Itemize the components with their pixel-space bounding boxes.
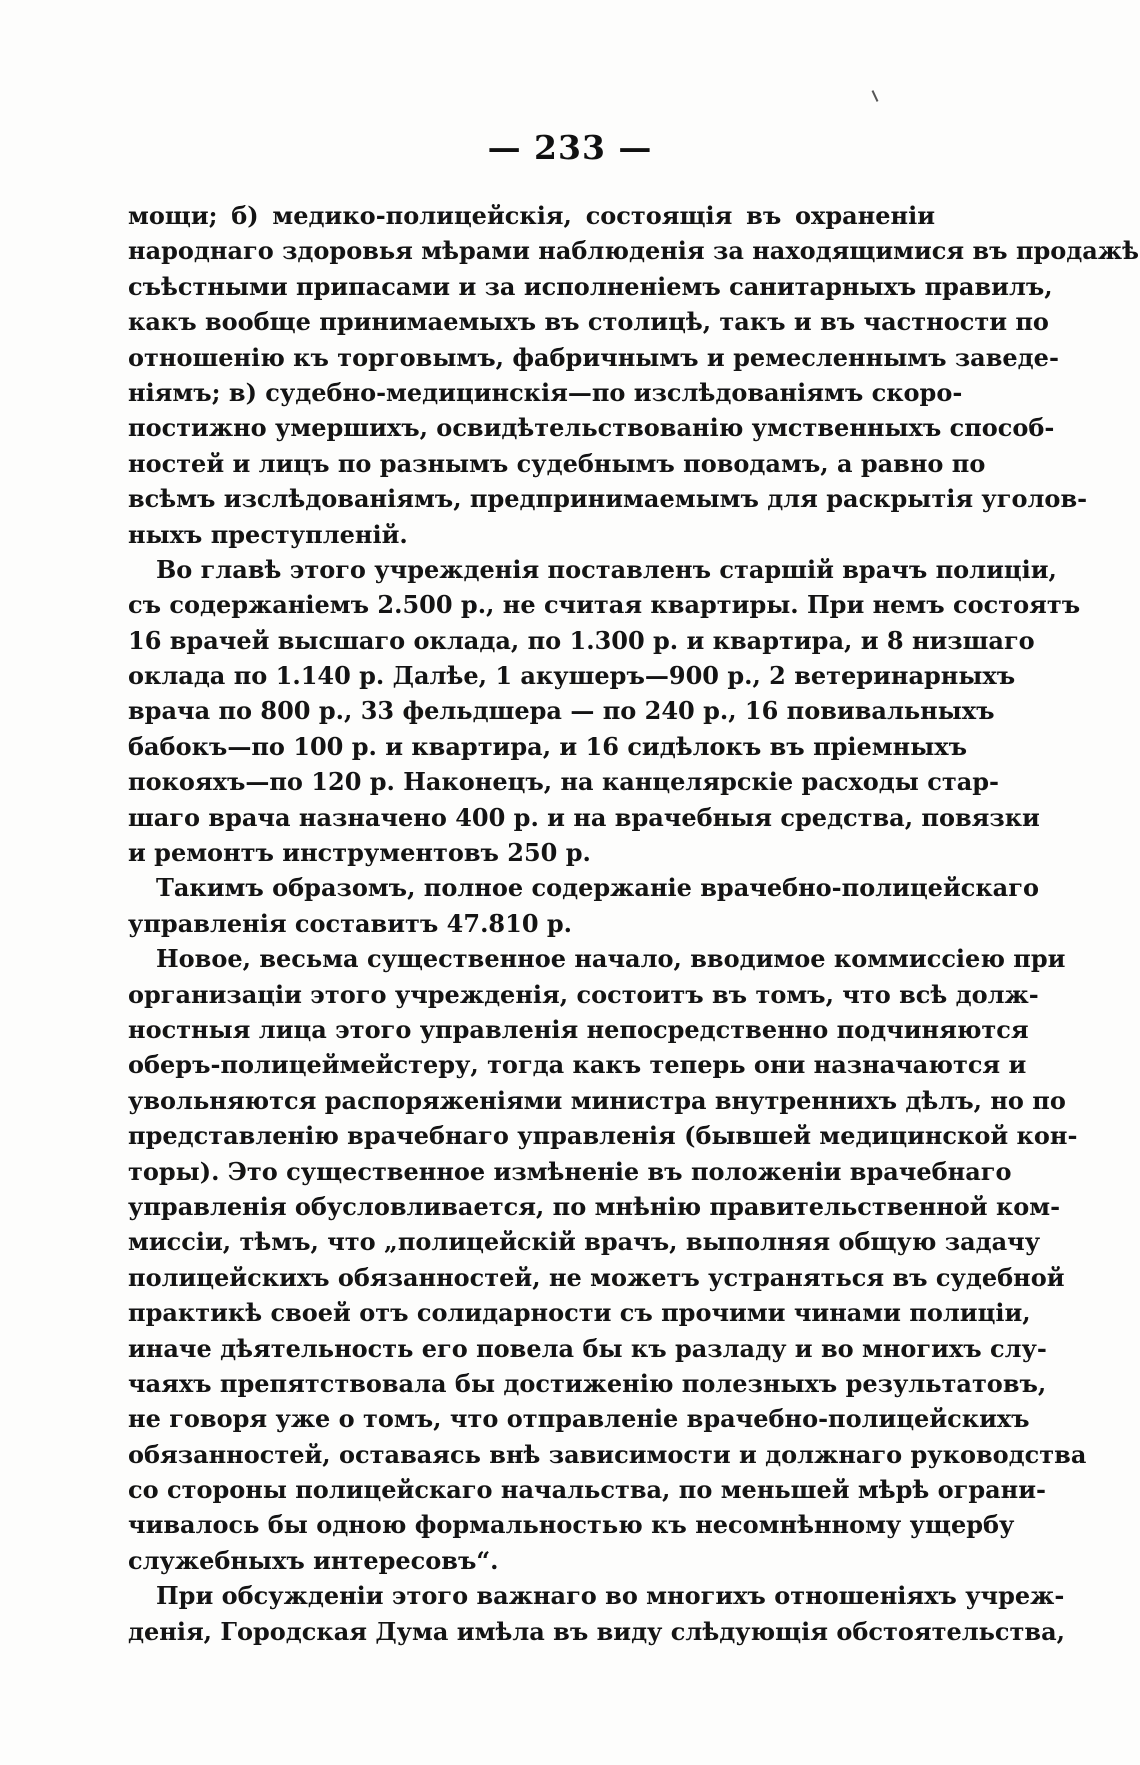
text-line: съѣстными припасами и за исполненіемъ санитарныхъ правилъ, <box>128 271 1053 301</box>
text-line: ныхъ преступленій. <box>128 519 408 549</box>
text-line: отношенію къ торговымъ, фабричнымъ и ремесленнымъ заведе- <box>128 342 1059 372</box>
text-line: ностей и лицъ по разнымъ судебнымъ поводамъ, а равно по <box>128 448 986 478</box>
text-line: практикѣ своей отъ солидарности съ прочими чинами полиціи, <box>128 1298 1031 1328</box>
text-line: не говоря уже о томъ, что отправленіе врачебно-полицейскихъ <box>128 1404 1030 1434</box>
text-line: управленія обусловливается, по мнѣнію правительственной ком- <box>128 1191 1061 1221</box>
text-line: увольняются распоряженіями министра внутреннихъ дѣлъ, но по <box>128 1085 1066 1115</box>
text-line: врача по 800 р., 33 фельдшера — по 240 р., 16 повивальныхъ <box>128 696 995 726</box>
text-line: со стороны полицейскаго начальства, по меньшей мѣрѣ ограни- <box>128 1475 1046 1505</box>
text-line: миссіи, тѣмъ, что „полицейскій врачъ, выполняя общую задачу <box>128 1227 1041 1257</box>
text-line: народнаго здоровья мѣрами наблюденія за находящимися въ продажѣ <box>128 236 1139 266</box>
text-line: иначе дѣятельность его повела бы къ разладу и во многихъ слу- <box>128 1333 1047 1363</box>
text-line: ностныя лица этого управленія непосредственно подчиняются <box>128 1014 1029 1044</box>
text-line: съ содержаніемъ 2.500 р., не считая квартиры. При немъ состоятъ <box>128 590 1081 620</box>
text-line: Во главѣ этого учрежденія поставленъ старшій врачъ полиціи, <box>156 554 1057 584</box>
text-line: и ремонтъ инструментовъ 250 р. <box>128 838 591 868</box>
text-line: всѣмъ изслѣдованіямъ, предпринимаемымъ для раскрытія уголов- <box>128 484 1088 514</box>
text-line: постижно умершихъ, освидѣтельствованію умственныхъ способ- <box>128 413 1055 443</box>
page-number: — 233 — <box>487 128 653 167</box>
text-line: полицейскихъ обязанностей, не можетъ устраняться въ судебной <box>128 1262 1065 1292</box>
text-line: ніямъ; в) судебно-медицинскія—по изслѣдованіямъ скоро- <box>128 377 963 407</box>
text-line: Новое, весьма существенное начало, вводимое коммиссіею при <box>156 944 1066 974</box>
text-line: служебныхъ интересовъ“. <box>128 1545 499 1575</box>
text-line: оберъ-полицеймейстеру, тогда какъ теперь они назначаются и <box>128 1050 1027 1080</box>
text-line: денія, Городская Дума имѣла въ виду слѣдующія обстоятельства, <box>128 1616 1065 1646</box>
text-line: покояхъ—по 120 р. Наконецъ, на канцелярскіе расходы стар- <box>128 767 999 797</box>
body-text <box>128 198 1139 1649</box>
text-line: организаціи этого учрежденія, состоитъ въ томъ, что всѣ долж- <box>128 979 1039 1009</box>
text-line: оклада по 1.140 р. Далѣе, 1 акушеръ—900 р., 2 ветеринарныхъ <box>128 661 1016 691</box>
text-line: шаго врача назначено 400 р. и на врачебныя средства, повязки <box>128 802 1040 832</box>
scan-mark <box>872 90 879 102</box>
text-line: торы). Это существенное измѣненіе въ положеніи врачебнаго <box>128 1156 1012 1186</box>
text-line: Такимъ образомъ, полное содержаніе врачебно-полицейскаго <box>156 873 1039 903</box>
text-line: мощи; б) медико-полицейскія, состоящія въ охраненіи <box>128 201 935 230</box>
text-line: обязанностей, оставаясь внѣ зависимости и должнаго руководства <box>128 1439 1087 1469</box>
text-line: управленія составитъ 47.810 р. <box>128 908 573 938</box>
text-line: 16 врачей высшаго оклада, по 1.300 р. и квартира, и 8 низшаго <box>128 625 1035 655</box>
text-line: чаяхъ препятствовала бы достиженію полезныхъ результатовъ, <box>128 1368 1047 1398</box>
text-line: представленію врачебнаго управленія (бывшей медицинской кон- <box>128 1121 1078 1151</box>
text-line: какъ вообще принимаемыхъ въ столицѣ, такъ и въ частности по <box>128 307 1049 337</box>
text-line: бабокъ—по 100 р. и квартира, и 16 сидѣлокъ въ пріемныхъ <box>128 731 967 761</box>
text-line: чивалось бы одною формальностью къ несомнѣнному ущербу <box>128 1510 1015 1540</box>
text-line: При обсужденіи этого важнаго во многихъ отношеніяхъ учреж- <box>156 1581 1065 1611</box>
